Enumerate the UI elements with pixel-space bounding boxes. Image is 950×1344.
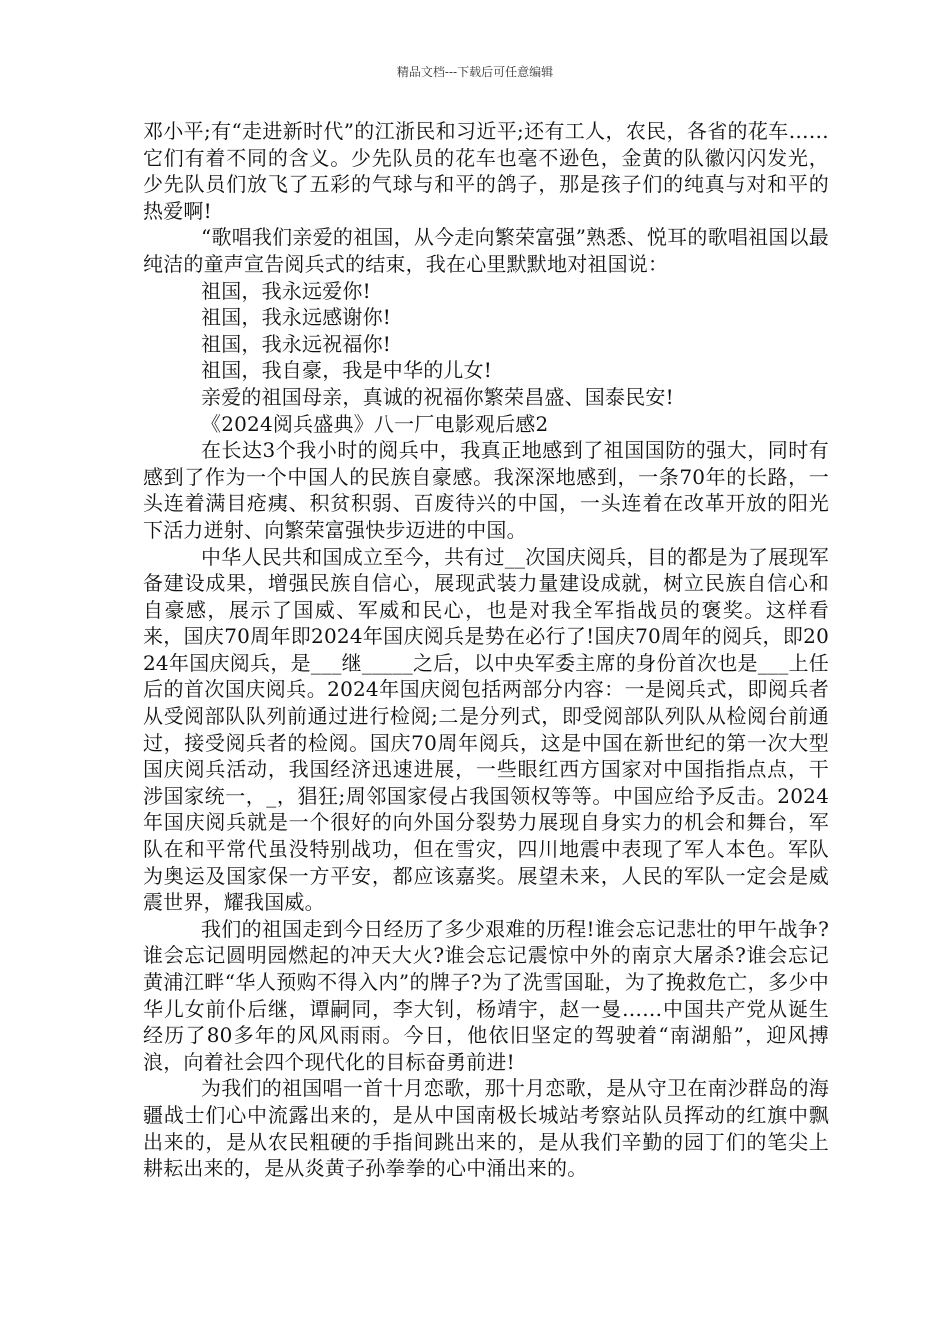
document-body [143,118,829,1182]
section-title: 《2024阅兵盛典》八一厂电影观后感2 [201,411,549,436]
page-header: 精品文档---下载后可任意编辑 [396,65,554,79]
paragraph: 为我们的祖国唱一首十月恋歌，那十月恋歌，是从守卫在南沙群岛的海疆战士们心中流露出来的，是从中国南极长城站考察站队员挥动的红旗中飘出来的，是从农民粗硬的手指间跳出来的，是从我们辛勤的园丁们的笔尖上耕耘出来的，是从炎黄子孙拳拳的心中涌出来的。 [143,1076,829,1181]
paragraph: 祖国，我永远感谢你! [201,305,392,330]
paragraph: 祖国，我永远爱你! [201,278,371,303]
paragraph: 祖国，我自豪，我是中华的儿女! [201,358,493,383]
paragraph: 在长达3个我小时的阅兵中，我真正地感到了祖国国防的强大，同时有感到了作为一个中国人的民族自豪感。我深深地感到，一条70年的长路，一头连着满目疮痍、积贫积弱、百废待兴的中国，一头连着在改革开放的阳光下活力迸射、向繁荣富强快步迈进的中国。 [143,438,829,542]
paragraph: 邓小平;有“走进新时代”的江浙民和习近平;还有工人，农民，各省的花车……它们有着不同的含义。少先队员的花车也毫不逊色，金黄的队徽闪闪发光，少先队员们放飞了五彩的气球与和平的鸽子，那是孩子们的纯真与对和平的热爱啊! [143,119,829,223]
paragraph: 亲爱的祖国母亲，真诚的祝福你繁荣昌盛、国泰民安! [201,384,674,409]
paragraph: 中华人民共和国成立至今，共有过__次国庆阅兵，目的都是为了展现军备建设成果，增强民族自信心，展现武装力量建设成就，树立民族自信心和自豪感，展示了国威、军威和民心，也是对我全军指战员的褒奖。这样看来，国庆70周年即2024年国庆阅兵是势在必行了!国庆70周年的阅兵，即2024年国庆阅兵，是___继_____之后，以中央军委主席的身份首次也是___上任后的首次国庆阅兵。2024年国庆阅包括两部分内容：一是阅兵式，即阅兵者从受阅部队队列前通过进行检阅;二是分列式，即受阅部队列队从检阅台前通过，接受阅兵者的检阅。国庆70周年阅兵，这是中国在新世纪的第一次大型国庆阅兵活动，我国经济迅速进展，一些眼红西方国家对中国指指点点，干涉国家统一，_，猖狂;周邻国家侵占我国领权等等。中国应给予反击。2024年国庆阅兵就是一个很好的向外国分裂势力展现自身实力的机会和舞台，军队在和平常代虽没特别战功，但在雪灾，四川地震中表现了军人本色。军队为奥运及国家保一方平安，都应该嘉奖。展望未来，人民的军队一定会是威震世界，耀我国威。 [143,544,829,915]
paragraph: 我们的祖国走到今日经历了多少艰难的历程!谁会忘记悲壮的甲午战争?谁会忘记圆明园燃起的冲天大火?谁会忘记震惊中外的南京大屠杀?谁会忘记黄浦江畔“华人预购不得入内”的牌子?为了洗雪国耻，为了挽救危亡，多少中华儿女前仆后继，谭嗣同，李大钊，杨靖宇，赵一曼……中国共产党从诞生经历了80多年的风风雨雨。今日，他依旧坚定的驾驶着“南湖船”，迎风搏浪，向着社会四个现代化的目标奋勇前进! [143,916,829,1074]
paragraph: “歌唱我们亲爱的祖国，从今走向繁荣富强”熟悉、悦耳的歌唱祖国以最纯洁的童声宣告阅兵式的结束，我在心里默默地对祖国说： [143,225,829,276]
paragraph: 祖国，我永远祝福你! [201,331,392,356]
